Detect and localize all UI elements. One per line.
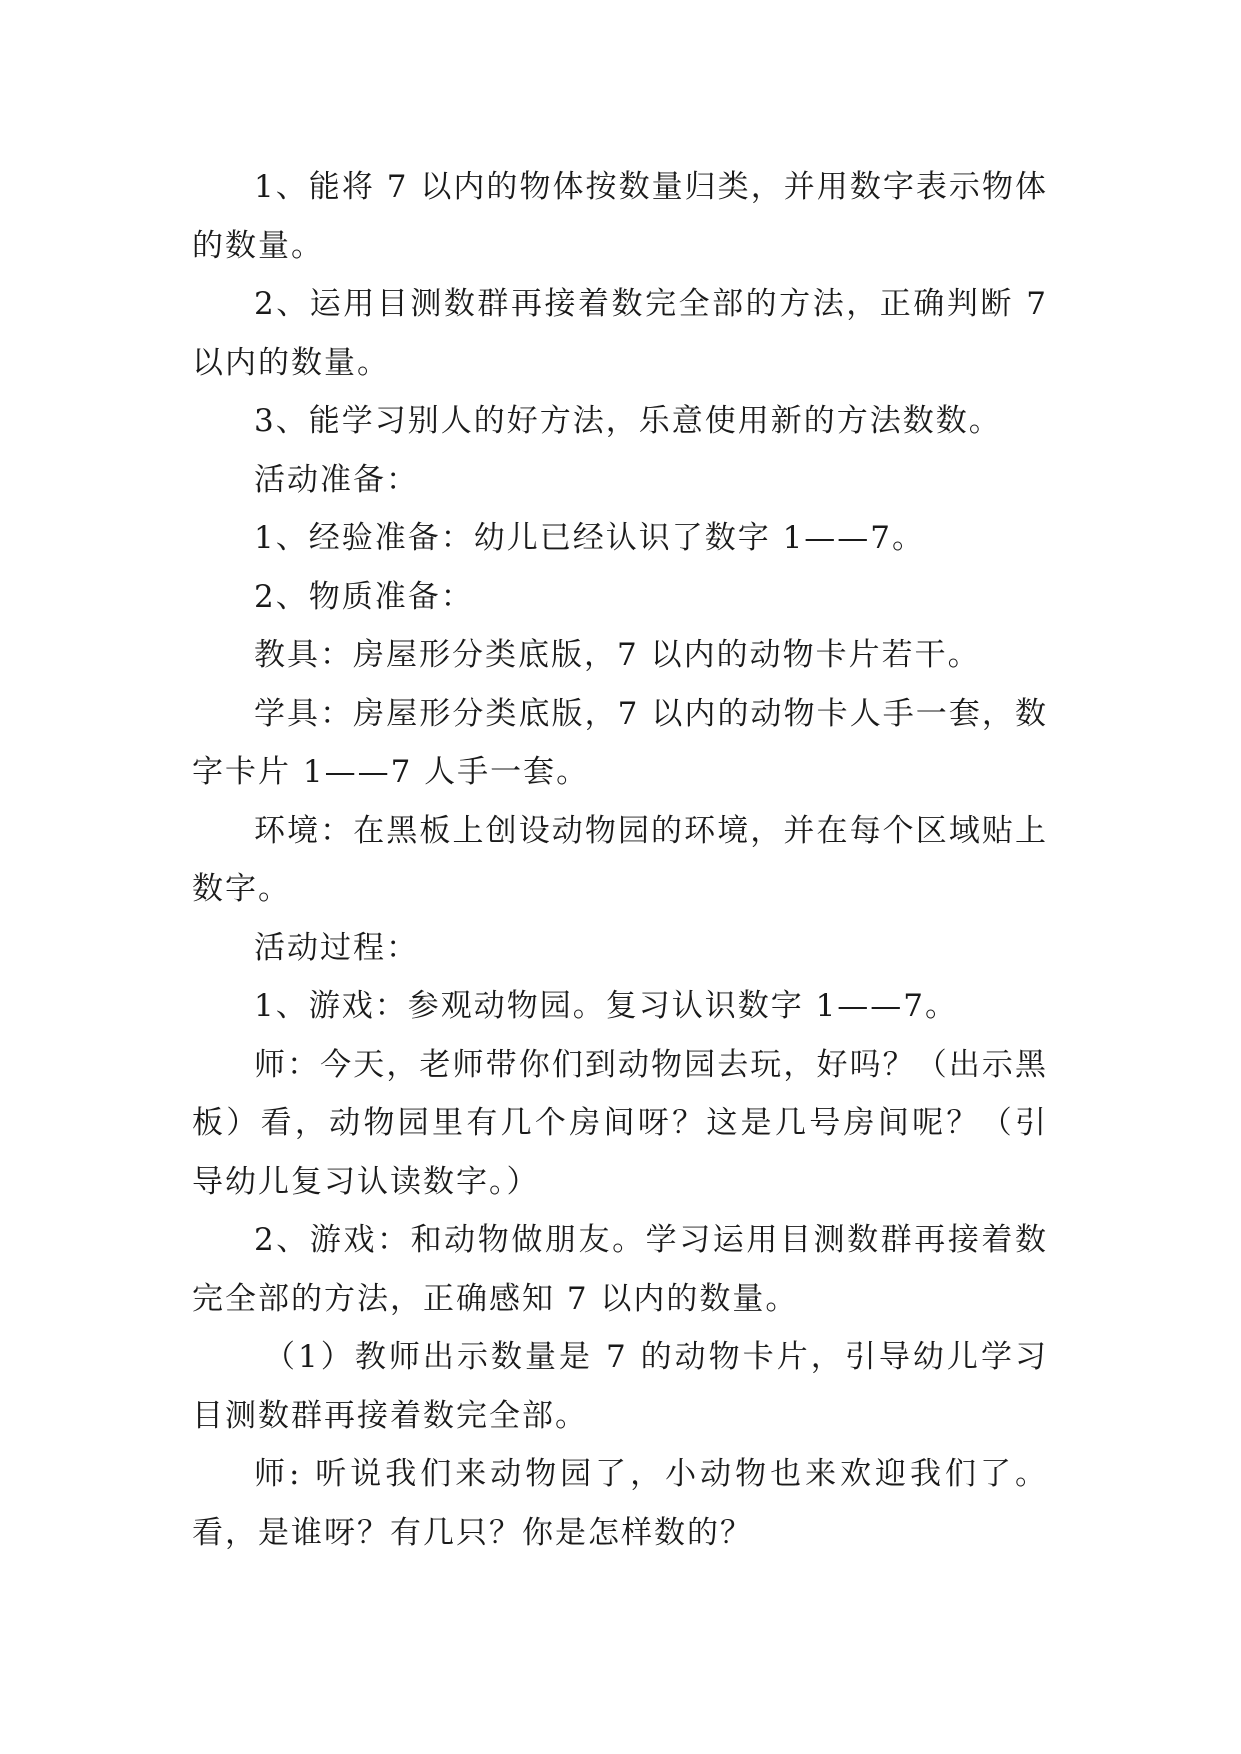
section-heading-process: 活动过程： xyxy=(254,929,419,966)
section-heading-preparation: 活动准备： xyxy=(254,461,419,498)
document-body xyxy=(192,158,1048,1562)
learning-aids: 学具：房屋形分类底版，7 以内的动物卡人手一套，数字卡片 1——7 人手一套。 xyxy=(192,695,1048,790)
objective-3: 3、能学习别人的好方法，乐意使用新的方法数数。 xyxy=(254,403,1002,439)
process-step-2: 2、游戏：和动物做朋友。学习运用目测数群再接着数完全部的方法，正确感知 7 以内的数量。 xyxy=(192,1222,1048,1317)
teacher-dialogue-1: 师：今天，老师带你们到动物园去玩，好吗？（出示黑板）看，动物园里有几个房间呀？这是几号房间呢？（引导幼儿复习认读数字。） xyxy=(192,1046,1048,1200)
environment: 环境：在黑板上创设动物园的环境，并在每个区域贴上数字。 xyxy=(192,812,1048,907)
process-step-1: 1、游戏：参观动物园。复习认识数字 1——7。 xyxy=(254,988,959,1024)
objective-2: 2、运用目测数群再接着数完全部的方法，正确判断 7 以内的数量。 xyxy=(192,286,1048,381)
objective-1: 1、能将 7 以内的物体按数量归类，并用数字表示物体的数量。 xyxy=(192,169,1048,264)
teaching-aids: 教具：房屋形分类底版，7 以内的动物卡片若干。 xyxy=(254,637,981,673)
preparation-1: 1、经验准备：幼儿已经认识了数字 1——7。 xyxy=(254,520,926,556)
preparation-2: 2、物质准备： xyxy=(254,578,474,615)
process-substep-1: （1）教师出示数量是 7 的动物卡片，引导幼儿学习目测数群再接着数完全部。 xyxy=(192,1339,1048,1434)
teacher-dialogue-2: 师: 听说我们来动物园了，小动物也来欢迎我们了。看，是谁呀？有几只？你是怎样数的？ xyxy=(192,1456,1048,1551)
